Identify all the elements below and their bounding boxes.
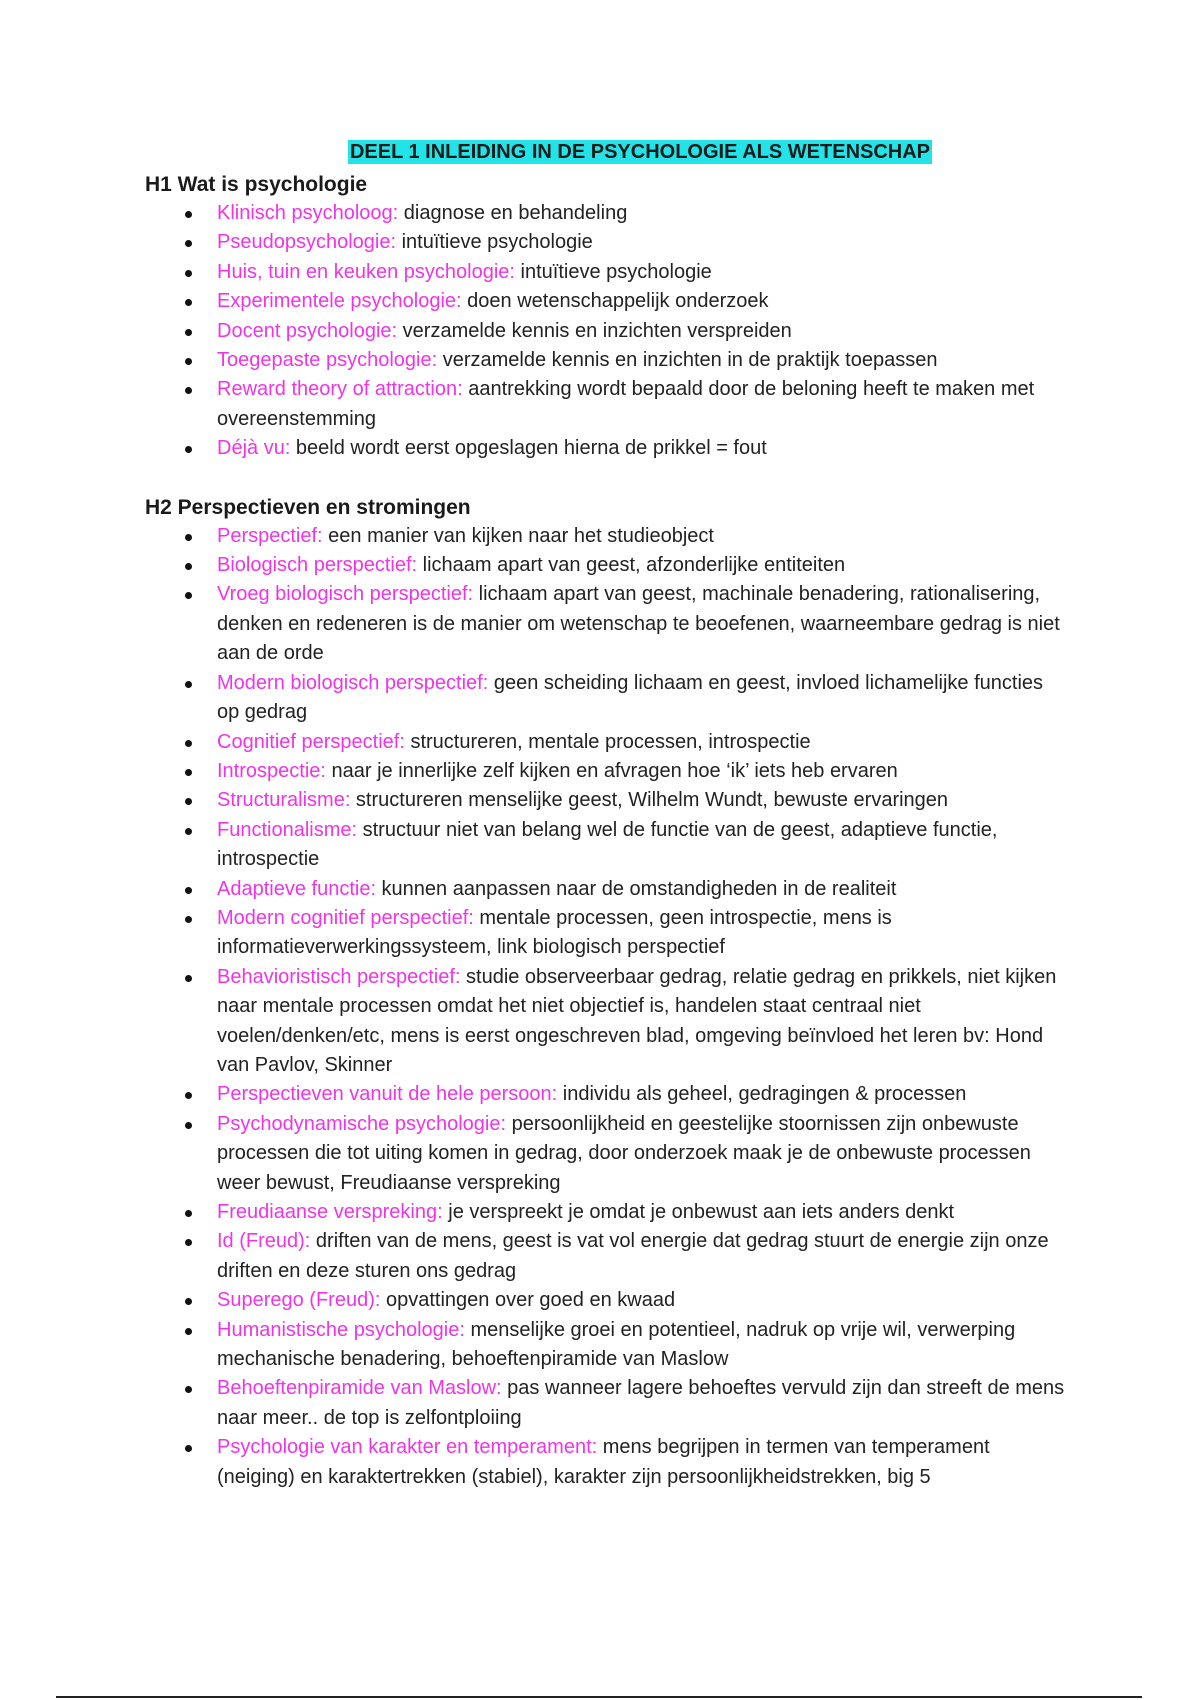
term-label: Freudiaanse verspreking: — [217, 1201, 443, 1223]
term-label: Pseudopsychologie: — [217, 231, 397, 254]
document-page — [145, 140, 1065, 1492]
term-definition: structureren, mentale processen, introspectie — [404, 730, 811, 753]
term-label: Klinisch psycholoog: — [217, 202, 399, 224]
list-item — [217, 1227, 1065, 1286]
term-definition: een manier van kijken naar het studieobject — [322, 524, 714, 547]
term-definition: diagnose en behandeling — [398, 202, 628, 224]
term-definition: pas wanneer lagere behoeftes vervuld zijn dan streeft de mens naar meer.. de top is zelfontploiing — [217, 1377, 1065, 1429]
term-definition: opvattingen over goed en kwaad — [380, 1289, 676, 1312]
list-item — [217, 434, 1065, 463]
list-item — [217, 1433, 1065, 1492]
term-definition: beeld wordt eerst opgeslagen hierna de prikkel = fout — [290, 437, 767, 460]
term-label: Id (Freud): — [217, 1230, 311, 1253]
term-definition: je verspreekt je omdat je onbewust aan iets anders denkt — [442, 1201, 955, 1223]
list-item — [217, 1316, 1065, 1375]
list-item — [217, 963, 1065, 1081]
term-label: Déjà vu: — [217, 437, 291, 460]
term-list — [145, 522, 1065, 1492]
term-definition: persoonlijkheid en geestelijke stoornissen zijn onbewuste processen die tot uiting komen in gedrag, door onderzoek maak je de onbewuste processen weer bewust, Freudiaanse verspreking — [217, 1112, 1031, 1194]
term-label: Superego (Freud): — [217, 1289, 381, 1312]
term-label: Introspectie: — [217, 759, 326, 782]
term-definition: geen scheiding lichaam en geest, invloed lichamelijke functies op gedrag — [217, 671, 1044, 724]
term-label: Perspectieven vanuit de hele persoon: — [217, 1083, 558, 1106]
term-label: Behavioristisch perspectief: — [217, 965, 461, 988]
section-heading: H1 Wat is psychologie — [145, 173, 368, 196]
document-sections — [145, 170, 1065, 1492]
term-label: Docent psychologie: — [217, 319, 398, 342]
term-definition: verzamelde kennis en inzichten in de praktijk toepassen — [437, 349, 938, 372]
list-item — [217, 728, 1065, 757]
list-item — [217, 1110, 1065, 1198]
term-label: Psychologie van karakter en temperament: — [217, 1436, 598, 1459]
term-label: Toegepaste psychologie: — [217, 349, 438, 372]
term-label: Psychodynamische psychologie: — [217, 1112, 507, 1135]
term-definition: studie observeerbaar gedrag, relatie gedrag en prikkels, niet kijken naar mentale processen omdat het niet objectief is, handelen staat centraal niet voelen/denken/etc, mens is eerst ongeschreven blad, omgeving beïnvloed het leren bv: Hond van Pavlov, Skinner — [217, 965, 1057, 1076]
term-list — [145, 199, 1065, 464]
section-heading: H2 Perspectieven en stromingen — [145, 495, 471, 519]
term-label: Behoeftenpiramide van Maslow: — [217, 1377, 502, 1400]
term-label: Modern cognitief perspectief: — [217, 906, 474, 929]
list-item — [217, 904, 1065, 963]
term-label: Huis, tuin en keuken psychologie: — [217, 260, 515, 283]
term-label: Adaptieve functie: — [217, 877, 376, 900]
list-item — [217, 786, 1065, 815]
page-bottom-rule — [56, 1696, 1142, 1698]
term-definition: intuïtieve psychologie — [396, 231, 593, 254]
document-title: DEEL 1 INLEIDING IN DE PSYCHOLOGIE ALS WETENSCHAP — [349, 141, 931, 163]
term-definition: mens begrijpen in termen van temperament (neiging) en karaktertrekken (stabiel), karakter zijn persoonlijkheidstrekken, big 5 — [217, 1436, 990, 1488]
term-definition: aantrekking wordt bepaald door de beloning heeft te maken met overeenstemming — [217, 378, 1035, 430]
list-item — [217, 228, 1065, 257]
list-item — [217, 816, 1065, 875]
term-label: Experimentele psychologie: — [217, 290, 462, 313]
term-definition: doen wetenschappelijk onderzoek — [461, 290, 769, 313]
term-definition: verzamelde kennis en inzichten verspreiden — [397, 319, 792, 342]
list-item — [217, 317, 1065, 346]
term-definition: naar je innerlijke zelf kijken en afvragen hoe ‘ik’ iets heb ervaren — [325, 759, 898, 782]
list-item — [217, 1198, 1065, 1227]
list-item — [217, 1286, 1065, 1315]
list-item — [217, 522, 1065, 551]
list-item — [217, 375, 1065, 434]
term-definition: structureren menselijke geest, Wilhelm Wundt, bewuste ervaringen — [350, 789, 949, 812]
term-definition: lichaam apart van geest, machinale benadering, rationalisering, denken en redeneren is de manier om wetenschap te beoefenen, waarneembare gedrag is niet aan de orde — [217, 583, 1060, 665]
term-label: Structuralisme: — [217, 789, 351, 812]
list-item — [217, 669, 1065, 728]
list-item — [217, 258, 1065, 287]
list-item — [217, 287, 1065, 316]
term-label: Perspectief: — [217, 524, 323, 547]
term-label: Functionalisme: — [217, 818, 358, 841]
list-item — [217, 551, 1065, 580]
term-definition: structuur niet van belang wel de functie van de geest, adaptieve functie, introspectie — [217, 818, 998, 871]
list-item — [217, 757, 1065, 786]
term-label: Humanistische psychologie: — [217, 1318, 465, 1341]
term-definition: intuïtieve psychologie — [514, 260, 712, 283]
list-item — [217, 199, 1065, 228]
term-label: Modern biologisch perspectief: — [217, 671, 489, 694]
list-item — [217, 1374, 1065, 1433]
term-label: Reward theory of attraction: — [217, 378, 463, 401]
term-definition: lichaam apart van geest, afzonderlijke entiteiten — [417, 554, 846, 577]
term-definition: individu als geheel, gedragingen & processen — [557, 1083, 967, 1106]
term-definition: menselijke groei en potentieel, nadruk op vrije wil, verwerping mechanische benadering, behoeftenpiramide van Maslow — [217, 1318, 1016, 1371]
list-item — [217, 346, 1065, 375]
term-label: Vroeg biologisch perspectief: — [217, 583, 474, 606]
term-label: Biologisch perspectief: — [217, 554, 418, 577]
term-label: Cognitief perspectief: — [217, 730, 405, 753]
section-spacer — [145, 464, 1065, 493]
list-item — [217, 580, 1065, 668]
term-definition: driften van de mens, geest is vat vol energie dat gedrag stuurt de energie zijn onze driften en deze sturen ons gedrag — [217, 1230, 1049, 1282]
term-definition: mentale processen, geen introspectie, mens is informatieverwerkingssysteem, link biologisch perspectief — [217, 906, 892, 959]
list-item — [217, 1080, 1065, 1109]
list-item — [217, 875, 1065, 904]
term-definition: kunnen aanpassen naar de omstandigheden in de realiteit — [376, 877, 897, 900]
